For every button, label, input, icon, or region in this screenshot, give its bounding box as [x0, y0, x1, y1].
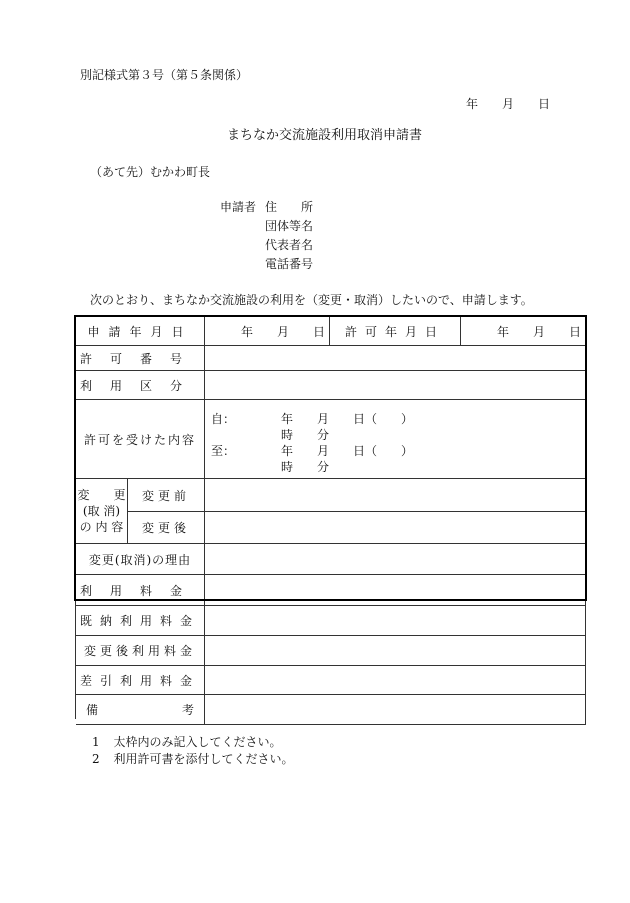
change-content-label-cell [76, 479, 128, 544]
from-time: 時 分 [281, 428, 330, 442]
new-fee-label: 変更後利用料金 [83, 644, 196, 658]
remarks-label-start: 備 [86, 703, 99, 717]
new-fee-label-cell [76, 636, 205, 666]
diff-fee-field[interactable] [205, 666, 586, 695]
paid-fee-field[interactable] [205, 606, 586, 636]
from-label: 自： [211, 412, 236, 426]
permit-no-label: 許可番号 [79, 351, 200, 366]
from-date: 年 月 日（ ） [281, 412, 414, 426]
remarks-label-cell [76, 695, 205, 725]
change-label-line3: の 内 容 [79, 520, 124, 534]
change-label-line2: (取 消) [82, 504, 121, 518]
after-field[interactable] [205, 512, 586, 544]
change-label-line1: 変 更 [77, 488, 126, 502]
note-1-number: 1 [92, 735, 100, 749]
diff-fee-label: 差引利用料金 [79, 673, 200, 688]
new-fee-field[interactable] [205, 636, 586, 666]
usage-type-label-cell [76, 371, 205, 400]
permitted-content-label: 許可を受けた内容 [83, 432, 196, 447]
reason-label: 変更(取消)の理由 [88, 552, 192, 567]
submission-date: 年 月 日 [466, 97, 551, 111]
paid-fee-label: 既納利用料金 [79, 614, 200, 628]
permit-date-value: 年 月 日 [496, 324, 581, 339]
reason-label-cell [76, 544, 205, 575]
apply-date-value: 年 月 日 [240, 324, 325, 339]
applicant-rep-label: 代表者名 [265, 238, 314, 252]
permit-no-label-cell [76, 346, 205, 371]
note-2-number: 2 [92, 752, 100, 766]
applicant-phone-label: 電話番号 [265, 257, 314, 271]
addressee: （あて先）むかわ町長 [90, 165, 211, 179]
applicant-org-label: 団体等名 [265, 219, 314, 233]
before-label: 変更前 [141, 488, 190, 503]
applicant-address-label: 住 所 [265, 200, 314, 214]
before-field[interactable] [205, 479, 586, 512]
usage-type-field[interactable] [205, 371, 586, 400]
remarks-label-end: 考 [181, 703, 194, 717]
intro-text: 次のとおり、まちなか交流施設の利用を（変更・取消）したいので、申請します。 [90, 293, 533, 307]
before-label-cell [128, 479, 205, 512]
to-date: 年 月 日（ ） [281, 444, 414, 458]
fee-field[interactable] [205, 575, 586, 606]
reason-field[interactable] [205, 544, 586, 575]
document-title: まちなか交流施設利用取消申請書 [227, 128, 423, 143]
permitted-content-field[interactable] [205, 400, 586, 479]
paid-fee-label-cell [76, 606, 205, 636]
to-label: 至： [211, 444, 236, 458]
permit-date-label-cell [330, 317, 461, 346]
usage-type-label: 利用区分 [79, 378, 200, 393]
note-1-text: 太枠内のみ記入してください。 [113, 735, 282, 749]
note-1 [92, 733, 281, 750]
application-table [75, 316, 586, 719]
fee-label: 利用料金 [79, 583, 200, 598]
note-2-text: 利用許可書を添付してください。 [113, 752, 294, 766]
permitted-content-label-cell [76, 400, 205, 479]
apply-date-field[interactable] [205, 317, 330, 346]
apply-date-label-cell [76, 317, 205, 346]
permit-date-field[interactable] [461, 317, 586, 346]
after-label-cell [128, 512, 205, 544]
permit-date-label: 許可年月日 [344, 324, 445, 339]
note-2 [92, 750, 293, 767]
remarks-field[interactable] [205, 695, 586, 725]
form-number: 別記様式第３号（第５条関係） [80, 68, 249, 82]
permit-no-field[interactable] [205, 346, 586, 371]
fee-label-cell [76, 575, 205, 606]
apply-date-label: 申請年月日 [87, 324, 193, 339]
applicant-label: 申請者 [220, 200, 257, 214]
diff-fee-label-cell [76, 666, 205, 695]
to-time: 時 分 [281, 460, 330, 474]
after-label: 変更後 [141, 521, 190, 535]
